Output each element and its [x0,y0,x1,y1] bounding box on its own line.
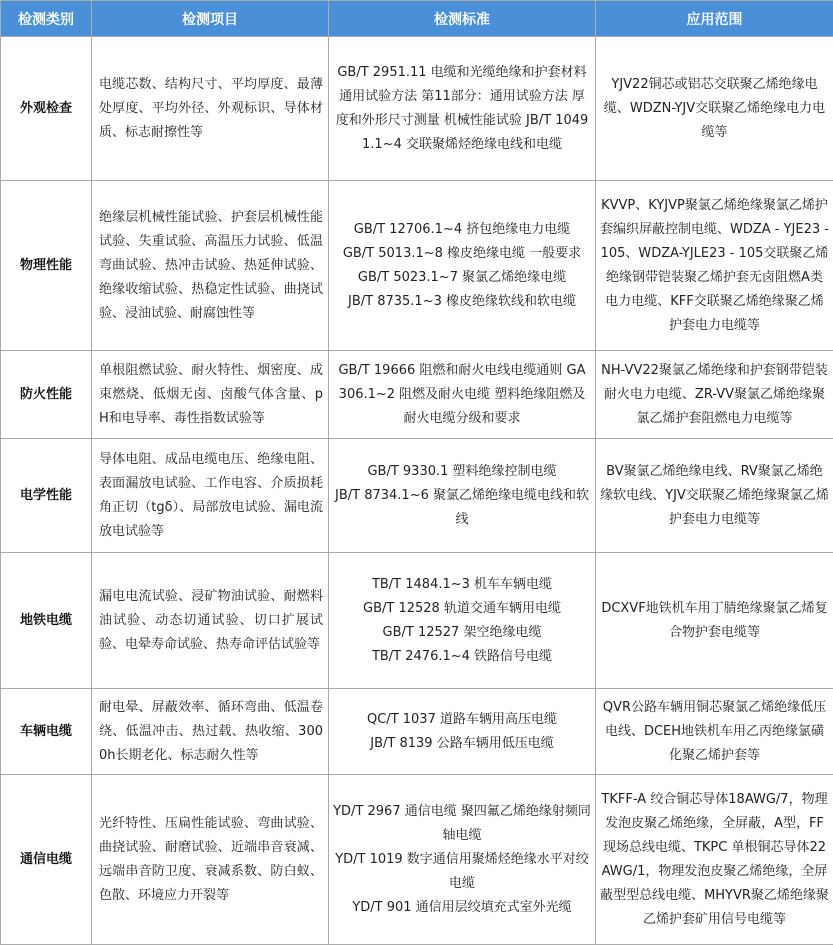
table-row [1,689,833,775]
row-category: 车辆电缆 [1,689,92,775]
row-test-standards: QC/T 1037 道路车辆用高压电缆 JB/T 8139 公路车辆用低压电缆 [329,689,596,775]
row-application-scope: QVR公路车辆用铜芯聚氯乙烯绝缘低压电线、DCEH地铁机车用乙丙绝缘氯磺化聚乙烯护套等 [596,689,833,775]
row-application-scope: BV聚氯乙烯绝缘电线、RV聚氯乙烯绝缘软电线、YJV交联聚乙烯绝缘聚氯乙烯护套电力电缆等 [596,439,833,553]
row-application-scope: KVVP、KYJVP聚氯乙烯绝缘聚氯乙烯护套编织屏蔽控制电缆、WDZA - YJE23 - 105、WDZA-YJLE23 - 105交联聚乙烯绝缘钢带铠装聚乙烯护套无卤阻燃A类电力电缆、KFF交联聚乙烯绝缘聚乙烯护套电力电缆等 [596,181,833,351]
row-application-scope: NH-VV22聚氯乙烯绝缘和护套钢带铠装耐火电力电缆、ZR-VV聚氯乙烯绝缘聚氯乙烯护套阻燃电力电缆等 [596,351,833,439]
row-test-standards: YD/T 2967 通信电缆 聚四氟乙烯绝缘射频同轴电缆 YD/T 1019 数字通信用聚烯烃绝缘水平对绞电缆 YD/T 901 通信用层绞填充式室外光缆 [329,775,596,945]
table-row [1,775,833,945]
row-test-items: 耐电晕、屏蔽效率、循环弯曲、低温卷绕、低温冲击、热过载、热收缩、3000h长期老化、标志耐久性等 [92,689,329,775]
row-test-items: 单根阻燃试验、耐火特性、烟密度、成束燃烧、低烟无卤、卤酸气体含量、pH和电导率、毒性指数试验等 [92,351,329,439]
header-test-items: 检测项目 [92,1,329,37]
row-category: 外观检查 [1,37,92,181]
header-application-scope: 应用范围 [596,1,833,37]
header-test-standards: 检测标准 [329,1,596,37]
row-test-items: 导体电阻、成品电缆电压、绝缘电阻、表面漏放电试验、工作电容、介质损耗角正切（tgδ）、局部放电试验、漏电流放电试验等 [92,439,329,553]
table-row [1,553,833,689]
row-application-scope: DCXVF地铁机车用丁腈绝缘聚氯乙烯复合物护套电缆等 [596,553,833,689]
row-test-items: 绝缘层机械性能试验、护套层机械性能试验、失重试验、高温压力试验、低温弯曲试验、热冲击试验、热延伸试验、绝缘收缩试验、热稳定性试验、曲挠试验、浸油试验、耐腐蚀性等 [92,181,329,351]
table-row [1,181,833,351]
row-application-scope: TKFF-A 绞合铜芯导体18AWG/7，物理发泡皮聚乙烯绝缘，全屏蔽，A型，FF现场总线电缆、TKPC 单根铜芯导体22AWG/1，物理发泡皮聚乙烯绝缘，全屏蔽型型总线电缆、MHYVR聚乙烯绝缘聚乙烯护套矿用信号电缆等 [596,775,833,945]
row-category: 通信电缆 [1,775,92,945]
row-category: 地铁电缆 [1,553,92,689]
header-category: 检测类别 [1,1,92,37]
table-header-row [1,1,833,37]
table-row [1,439,833,553]
row-category: 防火性能 [1,351,92,439]
row-category: 电学性能 [1,439,92,553]
row-test-standards: GB/T 9330.1 塑料绝缘控制电缆 JB/T 8734.1~6 聚氯乙烯绝缘电缆电线和软线 [329,439,596,553]
row-test-standards: GB/T 12706.1~4 挤包绝缘电力电缆 GB/T 5013.1~8 橡皮绝缘电缆 一般要求 GB/T 5023.1~7 聚氯乙烯绝缘电缆 JB/T 8735.1~3 橡皮绝缘软线和软电缆 [329,181,596,351]
row-test-standards: GB/T 19666 阻燃和耐火电线电缆通则 GA 306.1~2 阻燃及耐火电缆 塑料绝缘阻燃及耐火电缆分级和要求 [329,351,596,439]
row-test-items: 光纤特性、压扁性能试验、弯曲试验、曲挠试验、耐磨试验、近端串音衰减、远端串音防卫度、衰减系数、防白蚁、色散、环境应力开裂等 [92,775,329,945]
row-application-scope: YJV22铜芯或铝芯交联聚乙烯绝缘电缆、WDZN-YJV交联聚乙烯绝缘电力电缆等 [596,37,833,181]
row-category: 物理性能 [1,181,92,351]
table-row [1,37,833,181]
row-test-standards: TB/T 1484.1~3 机车车辆电缆 GB/T 12528 轨道交通车辆用电缆 GB/T 12527 架空绝缘电缆 TB/T 2476.1~4 铁路信号电缆 [329,553,596,689]
row-test-items: 电缆芯数、结构尺寸、平均厚度、最薄处厚度、平均外径、外观标识、导体材质、标志耐擦性等 [92,37,329,181]
row-test-standards: GB/T 2951.11 电缆和光缆绝缘和护套材料通用试验方法 第11部分：通用试验方法 厚度和外形尺寸测量 机械性能试验 JB/T 10491.1~4 交联聚烯烃绝缘电线和电缆 [329,37,596,181]
row-test-items: 漏电电流试验、浸矿物油试验、耐燃料油试验、动态切通试验、切口扩展试验、电晕寿命试验、热寿命评估试验等 [92,553,329,689]
table-row [1,351,833,439]
